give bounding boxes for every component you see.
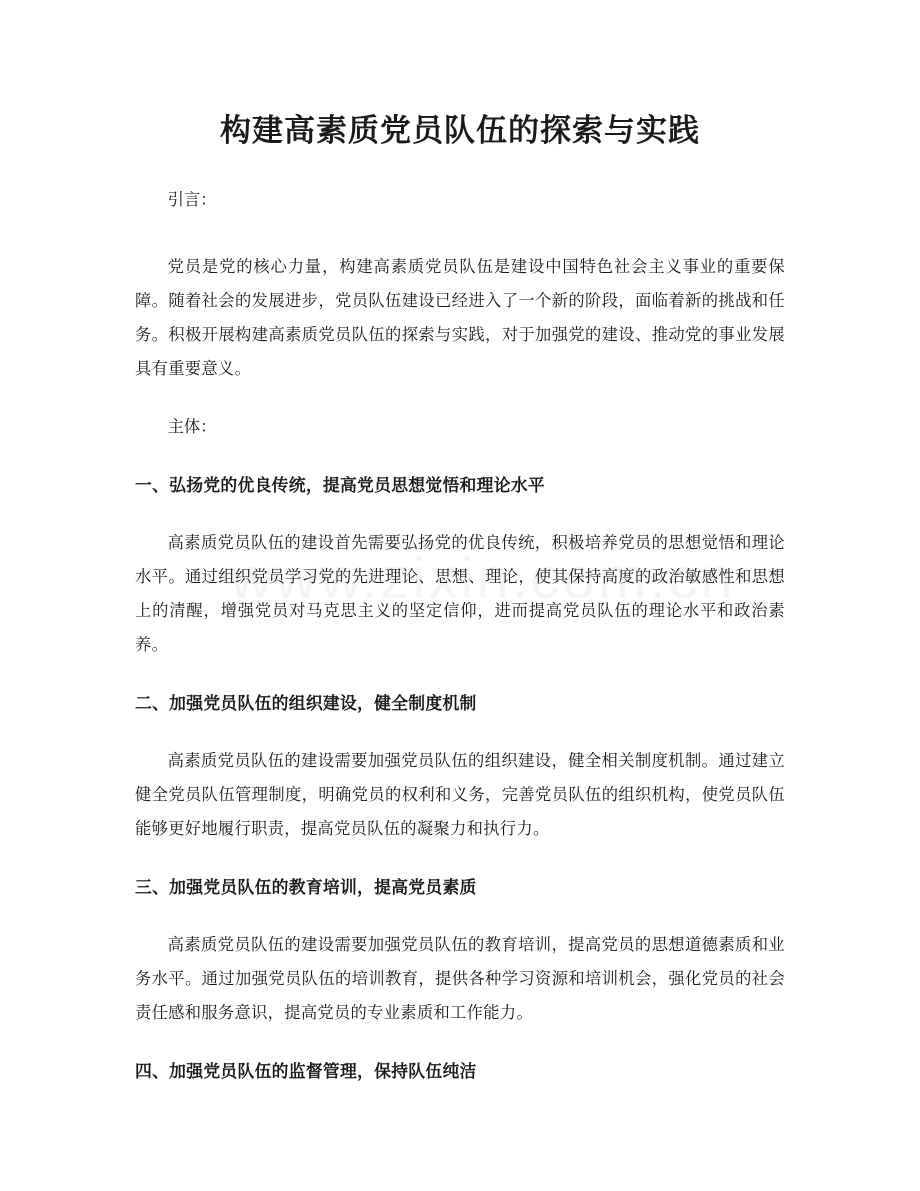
- section-heading-1: 一、弘扬党的优良传统，提高党员思想觉悟和理论水平: [135, 475, 545, 495]
- section-paragraph-1: 高素质党员队伍的建设首先需要弘扬党的优良传统，积极培养党员的思想觉悟和理论水平。通过组织党员学习党的先进理论、思想、理论，使其保持高度的政治敏感性和思想上的清醒，增强党员对马克思主义的坚定信仰，进而提高党员队伍的理论水平和政治素养。: [135, 533, 785, 654]
- intro-paragraph: 党员是党的核心力量，构建高素质党员队伍是建设中国特色社会主义事业的重要保障。随着社会的发展进步，党员队伍建设已经进入了一个新的阶段，面临着新的挑战和任务。积极开展构建高素质党员队伍的探索与实践，对于加强党的建设、推动党的事业发展具有重要意义。: [135, 257, 785, 378]
- section-heading-4: 四、加强党员队伍的监督管理，保持队伍纯洁: [135, 1061, 477, 1081]
- document-body: [135, 183, 785, 1088]
- section-heading-2: 二、加强党员队伍的组织建设，健全制度机制: [135, 693, 477, 713]
- body-label: 主体：: [167, 417, 217, 436]
- document-title: 构建高素质党员队伍的探索与实践: [220, 113, 700, 149]
- intro-label: 引言：: [167, 190, 217, 209]
- section-heading-3: 三、加强党员队伍的教育培训，提高党员素质: [135, 877, 477, 897]
- section-paragraph-2: 高素质党员队伍的建设需要加强党员队伍的组织建设，健全相关制度机制。通过建立健全党员队伍管理制度，明确党员的权利和义务，完善党员队伍的组织机构，使党员队伍能够更好地履行职责，提高党员队伍的凝聚力和执行力。: [135, 751, 785, 838]
- section-paragraph-3: 高素质党员队伍的建设需要加强党员队伍的教育培训，提高党员的思想道德素质和业务水平。通过加强党员队伍的培训教育，提供各种学习资源和培训机会，强化党员的社会责任感和服务意识，提高党员的专业素质和工作能力。: [135, 935, 785, 1022]
